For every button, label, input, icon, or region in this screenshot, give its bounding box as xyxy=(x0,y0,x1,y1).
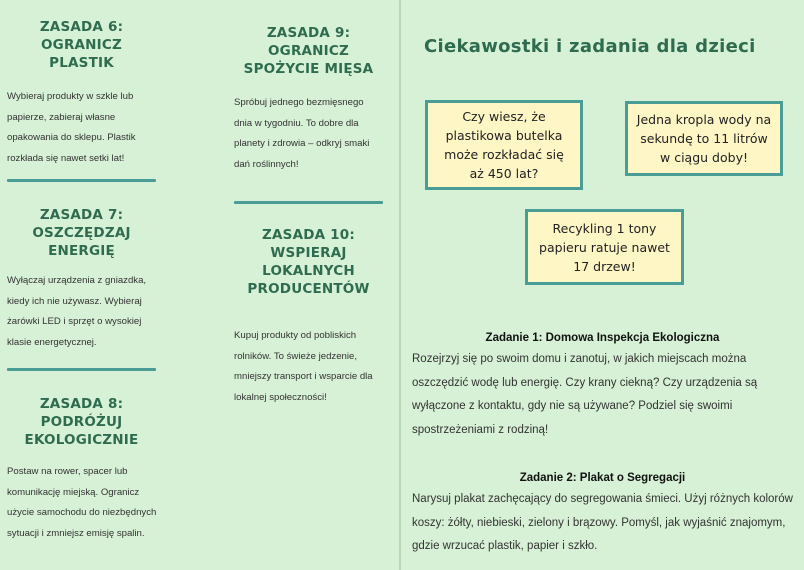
rule-divider xyxy=(7,368,156,371)
rule-8-text: Postaw na rower, spacer lub komunikację miejską. Ogranicz użycie samochodu do niezbędnych sytuacji i zmniejsz emisję spalin. xyxy=(7,466,157,539)
rule-9-heading xyxy=(226,24,391,78)
fact-box-plastic-bottle: Czy wiesz, że plastikowa butelka może rozkładać się aż 450 lat? xyxy=(425,100,583,190)
page-title: Ciekawostki i zadania dla dzieci xyxy=(424,36,756,57)
fact-box-water-drop: Jedna kropla wody na sekundę to 11 litrów w ciągu doby! xyxy=(625,101,783,176)
rule-7-heading-line-3: ENERGIĘ xyxy=(48,243,115,259)
kids-panel xyxy=(401,0,804,570)
fact-box-paper-recycling: Recykling 1 tony papieru ratuje nawet 17 drzew! xyxy=(525,209,684,285)
rule-6-heading-line-2: OGRANICZ xyxy=(40,37,123,53)
task-1-title: Zadanie 1: Domowa Inspekcja Ekologiczna xyxy=(485,332,720,344)
rule-divider xyxy=(7,179,156,182)
rules-panel xyxy=(0,0,399,570)
rule-8-heading xyxy=(0,395,163,449)
rule-10-text: Kupuj produkty od pobliskich rolników. To świeże jedzenie, mniejszy transport i wsparcie dla lokalnej społeczności! xyxy=(234,330,373,403)
rule-8-heading-line-3: EKOLOGICZNIE xyxy=(24,432,139,448)
rule-9-heading-line-1: ZASADA 9: xyxy=(266,25,351,41)
rule-10-heading xyxy=(226,226,391,298)
rule-6-heading-line-1: ZASADA 6: xyxy=(39,19,124,35)
rule-10-heading-line-1: ZASADA 10: xyxy=(262,227,355,243)
rule-7-text: Wyłączaj urządzenia z gniazdka, kiedy ich nie używasz. Wybieraj żarówki LED i sprzęt o wysokiej klasie energetycznej. xyxy=(7,275,147,348)
rule-8-heading-line-2: PODRÓŻUJ xyxy=(40,414,123,430)
task-2-text: Narysuj plakat zachęcający do segregowania śmieci. Użyj różnych kolorów koszy: żółty, niebieski, zielony i brązowy. Pomyśl, jak wyjaśnić znajomym, gdzie wrzucać plastik, papier i szkło. xyxy=(412,493,793,552)
rule-7-heading-line-2: OSZCZĘDZAJ xyxy=(32,225,131,241)
rule-9-heading-line-3: SPOŻYCIE MIĘSA xyxy=(243,61,374,77)
rule-10-heading-line-4: PRODUCENTÓW xyxy=(247,281,370,297)
task-2-title: Zadanie 2: Plakat o Segregacji xyxy=(519,472,686,484)
rule-9-heading-line-2: OGRANICZ xyxy=(267,43,350,59)
rule-7-heading-line-1: ZASADA 7: xyxy=(39,207,124,223)
rule-10-heading-line-2: WSPIERAJ xyxy=(270,245,347,261)
rule-6-text: Wybieraj produkty w szkle lub papierze, zabieraj własne opakowania do sklepu. Plastik rozkłada się nawet setki lat! xyxy=(7,91,136,164)
rule-9-text: Spróbuj jednego bezmięsnego dnia w tygodniu. To dobre dla planety i zdrowia – odkryj smaki dań roślinnych! xyxy=(234,97,370,170)
rule-6-heading-line-3: PLASTIK xyxy=(49,55,114,71)
task-1-text: Rozejrzyj się po swoim domu i zanotuj, w jakich miejscach można oszczędzić wodę lub energię. Czy krany ciekną? Czy urządzenia są wyłączone z kontaktu, gdy nie są używane? Podziel się swoimi spostrzeżeniami z rodziną! xyxy=(412,353,758,436)
rule-10-heading-line-3: LOKALNYCH xyxy=(262,263,355,279)
rule-7-heading xyxy=(0,206,163,260)
rule-divider xyxy=(234,201,383,204)
rule-8-heading-line-1: ZASADA 8: xyxy=(39,396,124,412)
rule-6-heading xyxy=(0,18,163,72)
